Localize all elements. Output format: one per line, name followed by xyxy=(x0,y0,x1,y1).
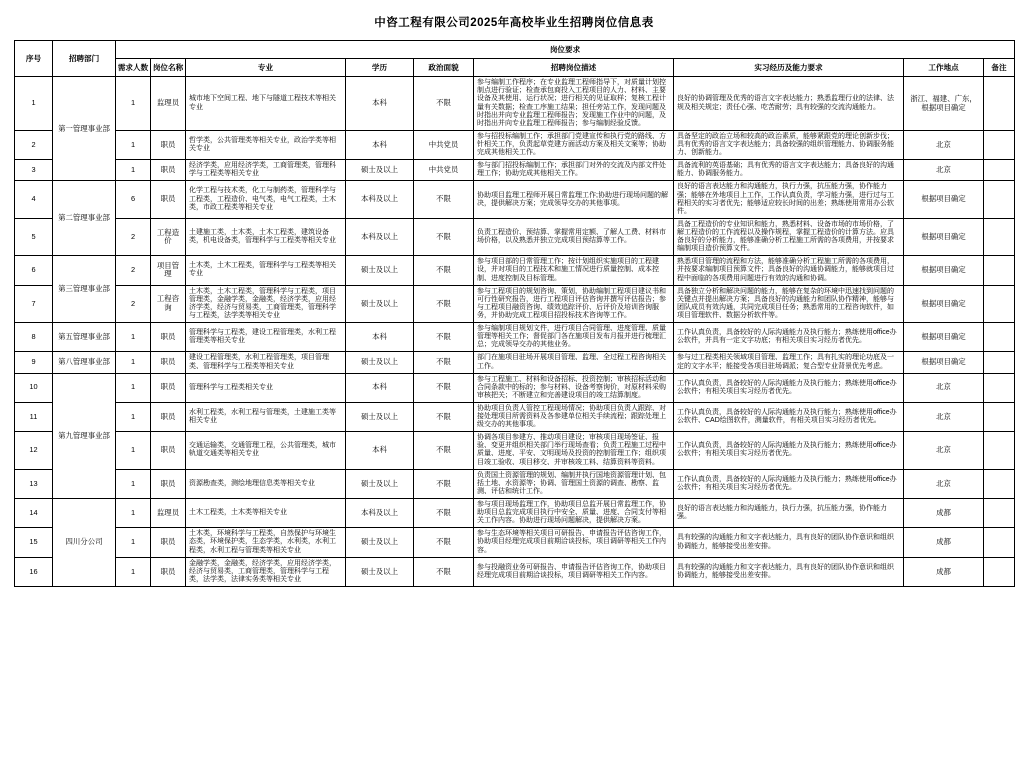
cell-note xyxy=(984,160,1015,181)
cell-seq: 4 xyxy=(15,181,53,218)
cell-requirements: 具有较强的沟通能力和文字表达能力，具有良好的团队协作意识和组织协调能力，能够接受出差安排。 xyxy=(674,557,904,586)
table-row xyxy=(15,373,1015,402)
cell-note xyxy=(984,218,1015,255)
cell-count: 1 xyxy=(116,352,151,373)
cell-description: 协助项目负责人管控工程现场情况；协助项目负责人跟踪、对接处理项目所需资料及各参建单位相关手续流程；跟踪处理上级交办的其他事项。 xyxy=(474,402,674,431)
cell-count: 1 xyxy=(116,528,151,557)
cell-major: 城市地下空间工程、地下与隧道工程技术等相关专业 xyxy=(186,77,346,131)
table-row xyxy=(15,469,1015,498)
table-row xyxy=(15,402,1015,431)
col-header-major: 专业 xyxy=(186,59,346,77)
cell-location: 北京 xyxy=(904,130,984,159)
cell-position: 职员 xyxy=(151,130,186,159)
cell-degree: 本科及以上 xyxy=(346,181,414,218)
cell-position: 监理员 xyxy=(151,499,186,528)
table-row xyxy=(15,528,1015,557)
cell-position: 职员 xyxy=(151,557,186,586)
cell-degree: 本科 xyxy=(346,77,414,131)
cell-political: 不限 xyxy=(414,181,474,218)
page-title: 中咨工程有限公司2025年高校毕业生招聘岗位信息表 xyxy=(374,17,654,29)
cell-political: 不限 xyxy=(414,285,474,322)
cell-location: 北京 xyxy=(904,373,984,402)
cell-requirements: 熟悉项目管理的流程和方法，能够准确分析工程施工所需的各项费用，并按要求编制项目预算文件；具备良好的沟通协调能力，能够就项目过程中面临的各项费用问题进行有效的沟通和协调。 xyxy=(674,256,904,285)
cell-location: 北京 xyxy=(904,160,984,181)
cell-requirements: 具有较强的沟通能力和文字表达能力，具有良好的团队协作意识和组织协调能力，能够接受出差安排。 xyxy=(674,528,904,557)
cell-description: 参与招投标编制工作；承担部门党建宣传和执行党的路线、方针相关工作，负责起草党建方面活动方案及相关文案等；协助完成其他相关工作。 xyxy=(474,130,674,159)
cell-location: 根据项目确定 xyxy=(904,218,984,255)
cell-seq: 11 xyxy=(15,402,53,431)
cell-count: 1 xyxy=(116,499,151,528)
cell-position: 职员 xyxy=(151,469,186,498)
cell-major: 哲学类，公共管理类等相关专业，政治学类等相关专业 xyxy=(186,130,346,159)
cell-requirements: 工作认真负责，具备较好的人际沟通能力及执行能力；熟练使用office办公软件，并具有一定文字功底；有相关项目实习经历者优先。 xyxy=(674,323,904,352)
table-row xyxy=(15,160,1015,181)
cell-note xyxy=(984,402,1015,431)
cell-note xyxy=(984,130,1015,159)
col-header-count: 需求人数 xyxy=(116,59,151,77)
cell-note xyxy=(984,557,1015,586)
cell-location: 北京 xyxy=(904,469,984,498)
cell-political: 不限 xyxy=(414,373,474,402)
col-header-seq: 序号 xyxy=(15,41,53,77)
table-row xyxy=(15,499,1015,528)
col-header-group-requirements: 岗位要求 xyxy=(116,41,1015,59)
cell-seq: 8 xyxy=(15,323,53,352)
cell-count: 1 xyxy=(116,402,151,431)
cell-degree: 硕士及以上 xyxy=(346,469,414,498)
cell-position: 职员 xyxy=(151,181,186,218)
cell-position: 项目管理 xyxy=(151,256,186,285)
cell-location: 成都 xyxy=(904,499,984,528)
cell-degree: 硕士及以上 xyxy=(346,528,414,557)
cell-location: 根据项目确定 xyxy=(904,285,984,322)
cell-major: 金融学类，金融类，经济学类，应用经济学类，经济与贸易类，工商管理类，管理科学与工程类，法学类，法律实务类等相关专业 xyxy=(186,557,346,586)
cell-count: 6 xyxy=(116,181,151,218)
cell-requirements: 工作认真负责，具备较好的人际沟通能力及执行能力；熟练使用office办公软件；有相关项目实习经历者优先。 xyxy=(674,469,904,498)
cell-location: 根据项目确定 xyxy=(904,181,984,218)
cell-major: 建设工程管理类，水利工程管理类，项目管理类、管理科学与工程类等相关专业 xyxy=(186,352,346,373)
cell-position: 职员 xyxy=(151,432,186,469)
cell-political: 不限 xyxy=(414,528,474,557)
cell-position: 职员 xyxy=(151,402,186,431)
table-row xyxy=(15,181,1015,218)
cell-degree: 本科及以上 xyxy=(346,499,414,528)
cell-location: 浙江、福建、广东，根据项目确定 xyxy=(904,77,984,131)
cell-location: 根据项目确定 xyxy=(904,323,984,352)
cell-political: 不限 xyxy=(414,218,474,255)
cell-major: 经济学类，应用经济学类，工商管理类，管理科学与工程类等相关专业 xyxy=(186,160,346,181)
cell-major: 管理科学与工程类相关专业 xyxy=(186,373,346,402)
cell-note xyxy=(984,528,1015,557)
cell-note xyxy=(984,181,1015,218)
col-header-note: 备注 xyxy=(984,59,1015,77)
cell-count: 2 xyxy=(116,256,151,285)
cell-department: 第三管理事业部 xyxy=(53,256,116,323)
cell-requirements: 具备工程造价的专业知识和能力，熟悉材料、设备市场的市场价格，了解工程造价的工作流程以及操作规程，掌握工程造价的计算方法。应具备良好的分析能力，能够准确分析工程施工所需的各项费用，并按要求编制项目造价预算文件。 xyxy=(674,218,904,255)
cell-description: 部门在施项目驻场开展项目管理、监理、全过程工程咨询相关工作。 xyxy=(474,352,674,373)
cell-position: 工程造价 xyxy=(151,218,186,255)
cell-note xyxy=(984,432,1015,469)
cell-seq: 15 xyxy=(15,528,53,557)
cell-political: 不限 xyxy=(414,323,474,352)
cell-location: 北京 xyxy=(904,432,984,469)
recruitment-table xyxy=(14,40,1015,587)
cell-description: 参与编制项目规划文件，进行项目合同管理、进度管理、质量管理等相关工作；督促部门各在施项目发布月报并进行梳理汇总；完成领导交办的其他业务。 xyxy=(474,323,674,352)
cell-department: 第九管理事业部 xyxy=(53,373,116,498)
table-row xyxy=(15,557,1015,586)
cell-degree: 本科 xyxy=(346,323,414,352)
cell-description: 参与编制工作程序；在专业监理工程师指导下，对质量计划控制点进行验证；检查承包商投入工程项目的人力、材料、主要设备及其使用、运行状况；进行相关的见证取样；复核工程计量有关数据；检查工序施工结果；担任旁站工作，发现问题及时指出并向专业监理工程师报告；发现施工作业中的问题，及时指出并向专业监理工程师报告；参与编制经验反馈。 xyxy=(474,77,674,131)
cell-degree: 硕士及以上 xyxy=(346,160,414,181)
cell-note xyxy=(984,352,1015,373)
cell-requirements: 参与过工程类相关领域项目管理、监理工作；具有扎实的理论功底及一定的文字水平；能接受各项目驻场调派；复合型专业背景优先考虑。 xyxy=(674,352,904,373)
table-row xyxy=(15,285,1015,322)
col-header-department: 招聘部门 xyxy=(53,41,116,77)
cell-count: 1 xyxy=(116,323,151,352)
cell-count: 2 xyxy=(116,285,151,322)
cell-seq: 2 xyxy=(15,130,53,159)
cell-count: 1 xyxy=(116,77,151,131)
cell-requirements: 良好的语言表达能力和沟通能力，执行力强，抗压能力强，协作能力强；能够在外地项目上工作，工作认真负责，学习能力强，进行过与工程相关的实习者优先；能够适应较长时间的出差；熟练使用常用办公软件。 xyxy=(674,181,904,218)
cell-department: 第二管理事业部 xyxy=(53,181,116,256)
cell-political: 中共党员 xyxy=(414,130,474,159)
cell-degree: 硕士及以上 xyxy=(346,352,414,373)
cell-description: 参与工程项目的规划咨询、策划，协助编制工程项目建议书和可行性研究报告，进行工程项目评估咨询并撰写评估报告；参与工程项目融资咨询、绩效追踪评价、后评价及培训咨询服务，并协助完成工程项目招投标技术咨询等工作。 xyxy=(474,285,674,322)
cell-major: 土木工程类，土木类等相关专业 xyxy=(186,499,346,528)
cell-seq: 10 xyxy=(15,373,53,402)
table-row xyxy=(15,323,1015,352)
cell-degree: 本科 xyxy=(346,373,414,402)
cell-seq: 9 xyxy=(15,352,53,373)
cell-position: 监理员 xyxy=(151,77,186,131)
cell-major: 土木类，土木工程类，管理科学与工程类，项目管理类，金融学类，金融类，经济学类，应用经济学类，经济与贸易类，工商管理类，管理科学与工程类，法学类等相关专业 xyxy=(186,285,346,322)
col-header-location: 工作地点 xyxy=(904,59,984,77)
cell-position: 职员 xyxy=(151,323,186,352)
cell-description: 参与工程施工、材料和设备招标、投资控制；审核招标活动和合同条款中的标的；参与材料、设备考察询价，对原材料采购审核把关；不断建立和完善建设项目的竣工结算制度。 xyxy=(474,373,674,402)
cell-political: 不限 xyxy=(414,557,474,586)
cell-degree: 本科 xyxy=(346,432,414,469)
cell-count: 1 xyxy=(116,432,151,469)
cell-count: 1 xyxy=(116,130,151,159)
cell-requirements: 具备流利的英语基础；具有优秀的语言文字表达能力；具备良好的沟通能力、协调服务能力。 xyxy=(674,160,904,181)
col-header-position: 岗位名称 xyxy=(151,59,186,77)
cell-degree: 硕士及以上 xyxy=(346,557,414,586)
cell-major: 资源勘查类，测绘地理信息类等相关专业 xyxy=(186,469,346,498)
cell-position: 职员 xyxy=(151,373,186,402)
cell-count: 1 xyxy=(116,469,151,498)
cell-requirements: 良好的协调管理及优秀的语言文字表达能力；熟悉监理行业的法律、法规及相关规定；责任心强、吃苦耐劳；具有较强的交流沟通能力。 xyxy=(674,77,904,131)
cell-description: 参与项目部的日常管理工作；按计划组织实施项目的工程建设，并对项目的工程技术和施工情况进行质量控制、成本控制、进度控制及目标管理。 xyxy=(474,256,674,285)
cell-note xyxy=(984,469,1015,498)
cell-position: 工程咨询 xyxy=(151,285,186,322)
cell-requirements: 工作认真负责，具备较好的人际沟通能力及执行能力；熟练使用office办公软件、CAD绘图软件，测量软件，有相关项目实习经历者优先。 xyxy=(674,402,904,431)
cell-location: 成都 xyxy=(904,528,984,557)
cell-degree: 硕士及以上 xyxy=(346,285,414,322)
cell-description: 负责国土资源管理的规划、编制并执行国地资源管理计划、包括土地、水资源等；协调、管理国土资源的调查、勘察、监测、评估和统计工作。 xyxy=(474,469,674,498)
cell-major: 交通运输类，交通管理工程，公共管理类，城市轨道交通类等相关专业 xyxy=(186,432,346,469)
cell-seq: 7 xyxy=(15,285,53,322)
cell-location: 成都 xyxy=(904,557,984,586)
cell-note xyxy=(984,499,1015,528)
cell-description: 负责工程造价、预结算、掌握常用定额、了解人工费、材料市场价格，以及熟悉并独立完成项目预结算等工作。 xyxy=(474,218,674,255)
table-row xyxy=(15,432,1015,469)
cell-degree: 本科及以上 xyxy=(346,218,414,255)
cell-location: 北京 xyxy=(904,402,984,431)
table-row xyxy=(15,218,1015,255)
cell-major: 化学工程与技术类，化工与制药类，管理科学与工程类，工程造价、电气类，电气工程类，土木类，市政工程类等相关专业 xyxy=(186,181,346,218)
cell-political: 不限 xyxy=(414,469,474,498)
cell-requirements: 工作认真负责，具备较好的人际沟通能力及执行能力；熟练使用office办公软件；有相关项目实习经历者优先。 xyxy=(674,373,904,402)
cell-political: 不限 xyxy=(414,432,474,469)
cell-description: 参与生态环境等相关项目可研报告、申请报告评估咨询工作，协助项目经理完成项目前期洽谈投标，项目调研等相关工作内容。 xyxy=(474,528,674,557)
table-row xyxy=(15,256,1015,285)
cell-description: 协助项目监理工程师开展日常监理工作;协助进行现场问题的解决，提供解决方案；完成领导交办的其他事项。 xyxy=(474,181,674,218)
cell-requirements: 具备独立分析和解决问题的能力，能够在复杂的环境中迅速找到问题的关键点并提出解决方案；具备良好的沟通能力和团队协作精神，能够与团队成员有效沟通，共同完成项目任务；熟悉常用的工程咨询软件，如项目管理软件、数据分析软件等。 xyxy=(674,285,904,322)
cell-seq: 14 xyxy=(15,499,53,528)
cell-count: 1 xyxy=(116,557,151,586)
cell-seq: 1 xyxy=(15,77,53,131)
cell-degree: 本科 xyxy=(346,130,414,159)
cell-position: 职员 xyxy=(151,352,186,373)
cell-major: 土木类，环境科学与工程类，自然保护与环境生态类，环境保护类，生态学类，水利类，水利工程类，水利工程与管理类等相关专业 xyxy=(186,528,346,557)
cell-political: 不限 xyxy=(414,77,474,131)
cell-position: 职员 xyxy=(151,160,186,181)
cell-requirements: 具备坚定的政治立场和较高的政治素质，能够紧跟党的理论创新步伐；具有优秀的语言文字表达能力；具备较强的组织管理能力、协调服务能力、创新能力。 xyxy=(674,130,904,159)
cell-political: 不限 xyxy=(414,402,474,431)
cell-description: 参与部门招投标编制工作；承担部门对外的交流及内部文件处理工作；协助完成其他相关工作。 xyxy=(474,160,674,181)
cell-political: 不限 xyxy=(414,352,474,373)
cell-seq: 13 xyxy=(15,469,53,498)
col-header-description: 招聘岗位描述 xyxy=(474,59,674,77)
col-header-requirements: 实习经历及能力要求 xyxy=(674,59,904,77)
table-body xyxy=(15,77,1015,587)
cell-description: 协调各项目参建方、推动项目建设；审核项目现场签证、报验、变更并组织相关部门举行现场查看；负责工程施工过程中质量、进度、平安、文明现场及投资的控制管理工作；组织项目竣工验收、项目移交、并审核竣工料、结算资料等资料。 xyxy=(474,432,674,469)
cell-department: 第八管理事业部 xyxy=(53,352,116,373)
cell-location: 根据项目确定 xyxy=(904,256,984,285)
cell-political: 不限 xyxy=(414,499,474,528)
cell-seq: 12 xyxy=(15,432,53,469)
cell-seq: 16 xyxy=(15,557,53,586)
cell-count: 2 xyxy=(116,218,151,255)
cell-political: 不限 xyxy=(414,256,474,285)
table-row xyxy=(15,352,1015,373)
cell-description: 参与投融资业务可研报告、申请报告评估咨询工作，协助项目经理完成项目前期洽谈投标，项目调研等相关工作内容。 xyxy=(474,557,674,586)
cell-requirements: 良好的语言表达能力和沟通能力，执行力强，抗压能力强，协作能力强。 xyxy=(674,499,904,528)
cell-seq: 5 xyxy=(15,218,53,255)
table-row xyxy=(15,77,1015,131)
cell-location: 根据项目确定 xyxy=(904,352,984,373)
cell-degree: 硕士及以上 xyxy=(346,402,414,431)
col-header-political: 政治面貌 xyxy=(414,59,474,77)
cell-major: 土木类，土木工程类，管理科学与工程类等相关专业 xyxy=(186,256,346,285)
table-row xyxy=(15,130,1015,159)
cell-department: 第五管理事业部 xyxy=(53,323,116,352)
cell-political: 中共党员 xyxy=(414,160,474,181)
cell-major: 管理科学与工程类，建设工程管理类，水利工程管理类等相关专业 xyxy=(186,323,346,352)
cell-department: 第一管理事业部 xyxy=(53,77,116,181)
col-header-degree: 学历 xyxy=(346,59,414,77)
cell-major: 土建施工类，土木类，土木工程类，建筑设备类，机电设备类，管理科学与工程类等相关专业 xyxy=(186,218,346,255)
cell-note xyxy=(984,77,1015,131)
cell-department: 四川分公司 xyxy=(53,499,116,587)
cell-note xyxy=(984,323,1015,352)
cell-count: 1 xyxy=(116,373,151,402)
cell-major: 水利工程类，水利工程与管理类，土建施工类等相关专业 xyxy=(186,402,346,431)
cell-seq: 6 xyxy=(15,256,53,285)
cell-seq: 3 xyxy=(15,160,53,181)
cell-description: 参与项目现场监理工作，协助项目总监开展日常监理工作，协助项目总监完成项目执行中安全、质量、进度、合同支付等相关工作内容。协助进行现场问题解决，提供解决方案。 xyxy=(474,499,674,528)
cell-note xyxy=(984,373,1015,402)
cell-degree: 硕士及以上 xyxy=(346,256,414,285)
cell-requirements: 工作认真负责，具备较好的人际沟通能力及执行能力；熟练使用office办公软件；有相关项目实习经历者优先。 xyxy=(674,432,904,469)
cell-note xyxy=(984,256,1015,285)
cell-count: 1 xyxy=(116,160,151,181)
cell-position: 职员 xyxy=(151,528,186,557)
table-header xyxy=(15,41,1015,77)
cell-note xyxy=(984,285,1015,322)
